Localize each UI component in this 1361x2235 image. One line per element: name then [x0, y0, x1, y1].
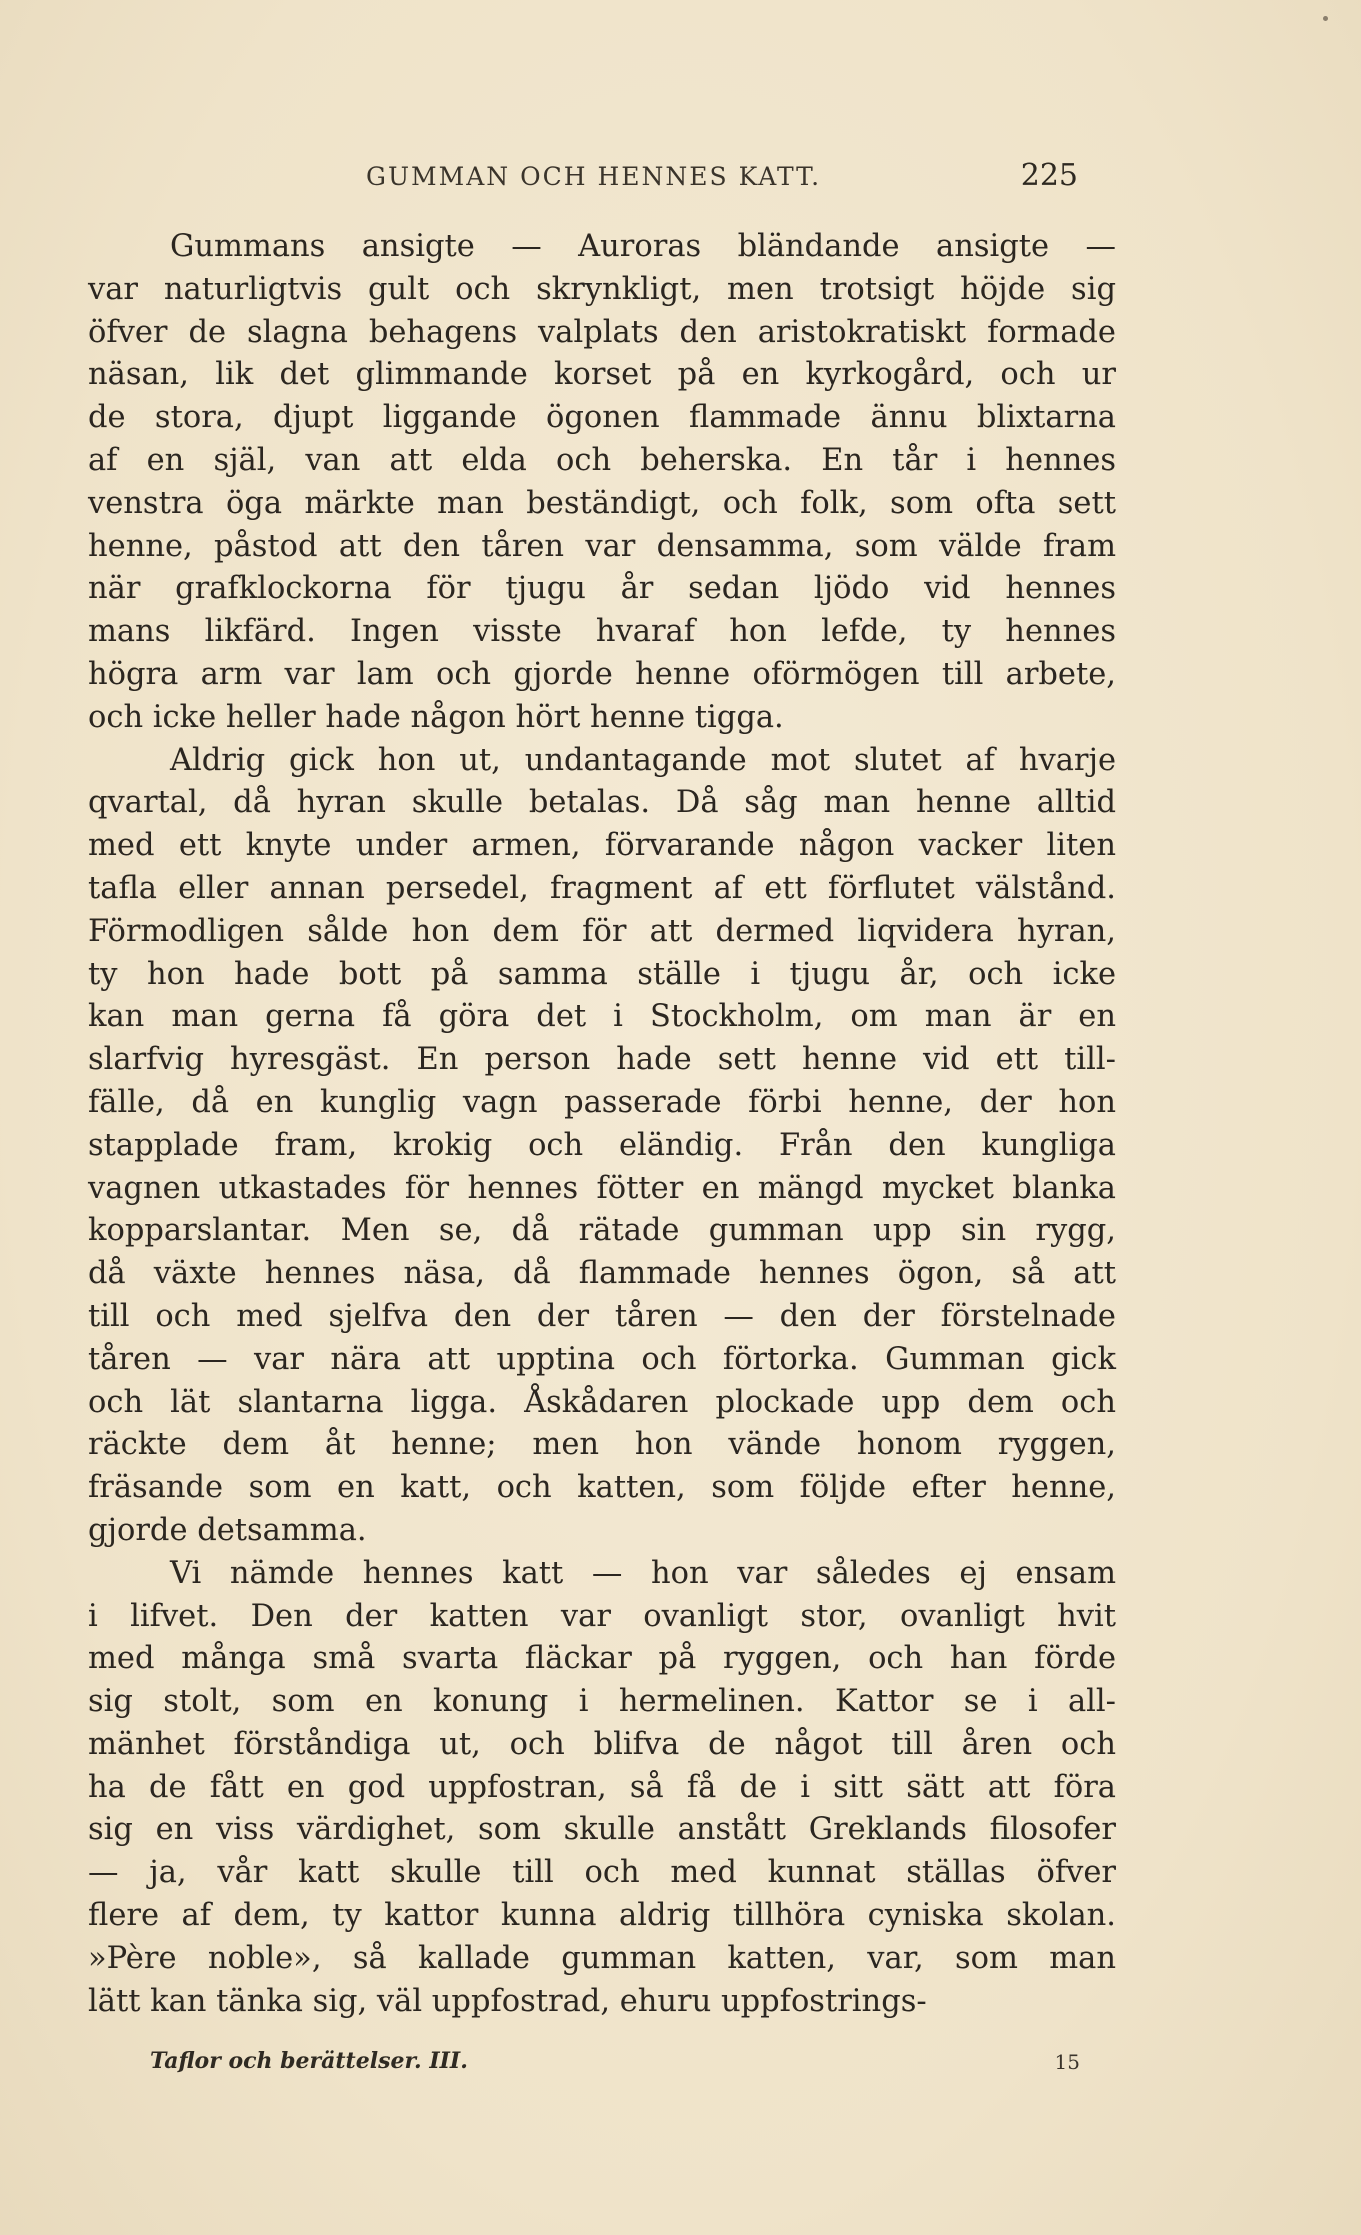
text-line: henne, påstod att den tåren var densamma, som välde fram — [88, 528, 1116, 564]
text-line: sig stolt, som en konung i hermelinen. Kattor se i all- — [88, 1684, 1116, 1720]
running-title: GUMMAN OCH HENNES KATT. — [366, 162, 822, 191]
text-line: Gummans ansigte — Auroras bländande ansigte — — [170, 229, 1116, 264]
text-line: stapplade fram, krokig och eländig. Från den kungliga — [88, 1127, 1116, 1163]
paragraph — [88, 740, 1116, 1553]
text-line: mänhet förståndiga ut, och blifva de något till åren och — [88, 1726, 1116, 1762]
paragraph — [88, 226, 1116, 740]
text-line: till och med sjelfva den der tåren — den der förstelnade — [88, 1298, 1116, 1334]
sheet-number: 15 — [1054, 2050, 1080, 2074]
text-line: Vi nämde hennes katt — hon var således ej ensam — [170, 1555, 1116, 1591]
text-line: kan man gerna få göra det i Stockholm, om man är en — [88, 999, 1116, 1035]
text-line: fräsande som en katt, och katten, som följde efter henne, — [88, 1470, 1116, 1506]
text-line: kopparslantar. Men se, då rätade gumman upp sin rygg, — [88, 1213, 1116, 1249]
text-line: räckte dem åt henne; men hon vände honom ryggen, — [88, 1427, 1116, 1463]
text-line: lätt kan tänka sig, väl uppfostrad, ehuru uppfostrings- — [88, 1983, 927, 2019]
paper-speck — [1323, 16, 1328, 21]
text-line: tåren — var nära att upptina och förtorka. Gumman gick — [88, 1341, 1116, 1377]
page-header — [88, 158, 1078, 202]
text-line: — ja, vår katt skulle till och med kunnat ställas öfver — [88, 1855, 1116, 1891]
text-line: qvartal, då hyran skulle betalas. Då såg man henne alltid — [88, 785, 1116, 821]
text-line: fälle, då en kunglig vagn passerade förbi henne, der hon — [88, 1084, 1116, 1120]
text-line: flere af dem, ty kattor kunna aldrig tillhöra cyniska skolan. — [88, 1898, 1116, 1934]
text-line: Förmodligen sålde hon dem för att dermed liqvidera hyran, — [88, 913, 1116, 949]
page-number: 225 — [1020, 158, 1078, 193]
text-line: då växte hennes näsa, då flammade hennes ögon, så att — [88, 1256, 1116, 1292]
text-line: öfver de slagna behagens valplats den aristokratiskt formade — [88, 314, 1116, 350]
text-line: och icke heller hade någon hört henne tigga. — [88, 699, 784, 735]
text-line: slarfvig hyresgäst. En person hade sett henne vid ett till- — [88, 1042, 1116, 1078]
text-line: och lät slantarna ligga. Åskådaren plockade upp dem och — [88, 1384, 1116, 1420]
text-line: ty hon hade bott på samma ställe i tjugu år, och icke — [88, 956, 1116, 992]
text-line: »Père noble», så kallade gumman katten, var, som man — [88, 1940, 1116, 1976]
text-line: gjorde detsamma. — [88, 1512, 367, 1548]
text-line: ha de fått en god uppfostran, så få de i sitt sätt att föra — [88, 1769, 1116, 1805]
text-line: i lifvet. Den der katten var ovanligt stor, ovanligt hvit — [88, 1598, 1116, 1634]
text-line: vagnen utkastades för hennes fötter en mängd mycket blanka — [88, 1170, 1116, 1206]
text-line: högra arm var lam och gjorde henne oförmögen till arbete, — [88, 656, 1116, 692]
text-line: de stora, djupt liggande ögonen flammade ännu blixtarna — [88, 400, 1116, 436]
text-line: Aldrig gick hon ut, undantagande mot slutet af hvarje — [170, 742, 1116, 778]
page-footer — [150, 2048, 1080, 2084]
body-text — [88, 226, 1116, 2023]
text-line: när grafklockorna för tjugu år sedan ljödo vid hennes — [88, 571, 1116, 607]
text-line: mans likfärd. Ingen visste hvaraf hon lefde, ty hennes — [88, 614, 1116, 650]
text-line: näsan, lik det glimmande korset på en kyrkogård, och ur — [88, 357, 1116, 393]
text-line: med ett knyte under armen, förvarande någon vacker liten — [88, 828, 1116, 864]
text-line: sig en viss värdighet, som skulle anstått Greklands filosofer — [88, 1812, 1116, 1848]
printer-signature: Taflor och berättelser. III. — [150, 2048, 468, 2074]
paragraph — [88, 1553, 1116, 2024]
text-line: med många små svarta fläckar på ryggen, och han förde — [88, 1641, 1116, 1677]
text-line: venstra öga märkte man beständigt, och folk, som ofta sett — [88, 485, 1116, 521]
text-line: af en själ, van att elda och beherska. En tår i hennes — [88, 442, 1116, 478]
text-line: var naturligtvis gult och skrynkligt, men trotsigt höjde sig — [88, 271, 1116, 307]
text-line: tafla eller annan persedel, fragment af ett förflutet välstånd. — [88, 870, 1116, 906]
